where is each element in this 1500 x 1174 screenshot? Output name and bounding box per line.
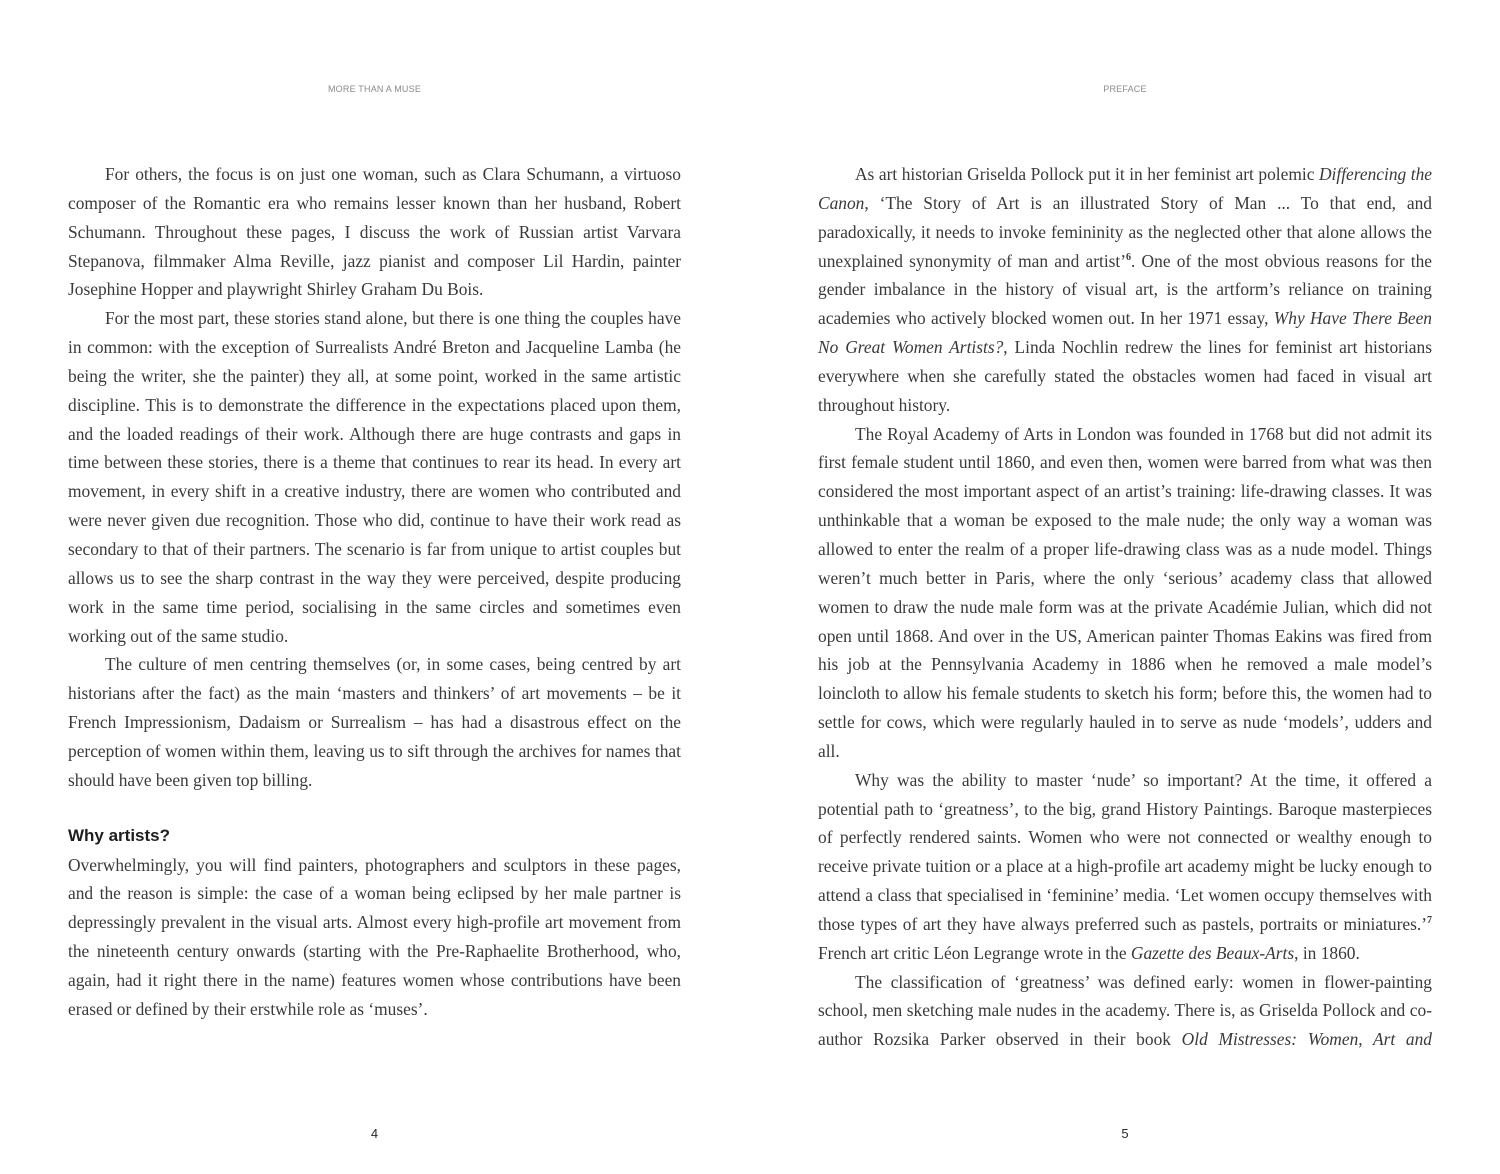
- page-number: 4: [370, 1126, 379, 1141]
- book-title: Old Mistresses: Women, Art and: [1181, 1029, 1433, 1050]
- publication-title: Gazette des Beaux-Arts: [1130, 942, 1295, 963]
- text-run: French art critic Léon Legrange wrote in the: [818, 942, 1131, 963]
- text-run: , ‘The Story of Art is an illustrated Story of Man ... To that end, and paradoxically, it needs to invoke femininity as the neglected other that alone allows the unexplained synonymity of man and artist’: [818, 192, 1432, 271]
- body-text: [818, 160, 1432, 1054]
- paragraph: Overwhelmingly, you will find painters, photographers and sculptors in these pages, and the reason is simple: the case of a woman being eclipsed by her male partner is depressingly prevalent in the visual arts. Almost every high-profile art movement from the nineteenth century onwards (starting with the Pre-Raphaelite Brotherhood, who, again, had it right there in the name) features women whose contributions have been erased or defined by their erstwhile role as ‘muses’.: [68, 854, 681, 1019]
- right-page: [818, 0, 1432, 1174]
- paragraph: The culture of men centring themselves (or, in some cases, being centred by art historians after the fact) as the main ‘masters and thinkers’ of art movements – be it French Impressionism, Dadaism or Surrealism – has had a disastrous effect on the perception of women within them, leaving us to sift through the archives for names that should have been given top billing.: [68, 654, 681, 790]
- text-run: , in 1860.: [1294, 942, 1360, 963]
- book-title: Differencing the Canon: [818, 164, 1432, 213]
- page-number: 5: [1121, 1126, 1129, 1141]
- text-run: Why was the ability to master ‘nude’ so important? At the time, it offered a potential path to ‘greatness’, to the big, grand History Paintings. Baroque masterpieces of perfectly rendered saints. Women who were not connected or wealthy enough to receive private tuition or a place at a high-profile art academy might be lucky enough to attend a class that specialised in ‘feminine’ media. ‘Let women occupy themselves with those types of art they have always preferred such as pastels, portraits or miniatures.’: [818, 769, 1432, 934]
- footnote-ref[interactable]: 6: [1126, 251, 1132, 263]
- paragraph: For others, the focus is on just one woman, such as Clara Schumann, a virtuoso composer of the Romantic era who remains lesser known than her husband, Robert Schumann. Throughout these pages, I discuss the work of Russian artist Varvara Stepanova, filmmaker Alma Reville, jazz pianist and composer Lil Hardin, painter Josephine Hopper and playwright Shirley Graham Du Bois.: [68, 164, 681, 300]
- section-heading: Why artists?: [68, 825, 171, 845]
- text-run: As art historian Griselda Pollock put it in her feminist art polemic: [855, 164, 1319, 184]
- paragraph: The Royal Academy of Arts in London was founded in 1768 but did not admit its first female student until 1860, and even then, women were barred from what was then considered the most important aspect of an artist’s training: life-drawing classes. It was unthinkable that a woman be exposed to the male nude; the only way a woman was allowed to enter the realm of a proper life-drawing class was as a nude model. Things weren’t much better in Paris, where the only ‘serious’ academy class that allowed women to draw the nude male form was at the private Académie Julian, which did not open until 1868. And over in the US, American painter Thomas Eakins was fired from his job at the Pennsylvania Academy in 1886 when he removed a male model’s loincloth to allow his female students to sketch his form; before this, the women had to settle for cows, which were regularly hauled in to serve as nude ‘models’, udders and all.: [818, 423, 1432, 761]
- footnote-ref[interactable]: 7: [1427, 915, 1432, 927]
- paragraph: [818, 968, 1432, 1055]
- left-page: [68, 0, 681, 1174]
- running-head: PREFACE: [1103, 84, 1147, 94]
- text-run: . One of the most obvious reasons for the gender imbalance in the history of visual art, is the artform’s reliance on training academies who actively blocked women out. In her 1971 essay,: [818, 250, 1432, 329]
- running-head: MORE THAN A MUSE: [327, 84, 422, 94]
- paragraph: For the most part, these stories stand alone, but there is one thing the couples have in common: with the exception of Surrealists André Breton and Jacqueline Lamba (he being the writer, she the painter) they all, at some point, worked in the same artistic discipline. This is to demonstrate the difference in the expectations placed upon them, and the loaded readings of their work. Although there are huge contrasts and gaps in time between these stories, there is a theme that continues to rear its head. In every art movement, in every shift in a creative industry, there are women who contributed and were never given due recognition. Those who did, continue to have their work read as secondary to that of their partners. The scenario is far from unique to artist couples but allows us to see the sharp contrast in the way they were perceived, despite producing work in the same time period, socialising in the same circles and sometimes even working out of the same studio.: [68, 308, 681, 646]
- essay-title: Why Have There Been No Great Women Artists?: [818, 308, 1432, 358]
- paragraph: [818, 160, 1432, 420]
- text-run: The classification of ‘greatness’ was defined early: women in flower-painting school, men sketching male nudes in the academy. There is, as Griselda Pollock and co-author Rozsika Parker observed in their book: [818, 971, 1432, 1050]
- text-run: , Linda Nochlin redrew the lines for feminist art historians everywhere when she carefully stated the obstacles women had faced in visual art throughout history.: [818, 337, 1432, 415]
- body-text: [68, 160, 681, 1024]
- paragraph: [818, 766, 1432, 968]
